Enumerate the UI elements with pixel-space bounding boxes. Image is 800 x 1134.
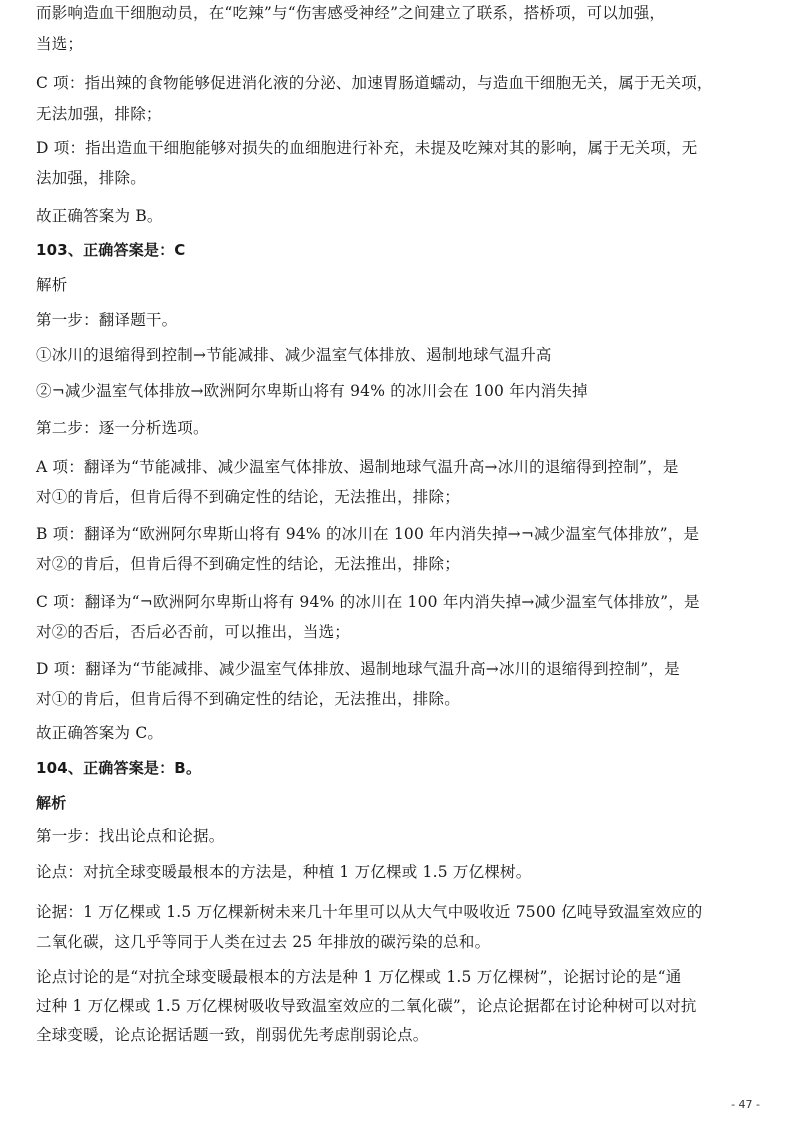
- text-line: 对①的肯后，但肯后得不到确定性的结论，无法推出，排除。: [36, 690, 460, 708]
- text-line: 论点：对抗全球变暖最根本的方法是，种植 1 万亿棵或 1.5 万亿棵树。: [36, 863, 532, 881]
- text-line: 第二步：逐一分析选项。: [36, 419, 209, 437]
- text-line: 过种 1 万亿棵或 1.5 万亿棵树吸收导致温室效应的二氧化碳”，论点论据都在讨论种树可以对抗: [36, 997, 697, 1015]
- text-line: 法加强，排除。: [36, 169, 146, 187]
- text-line: ②¬减少温室气体排放→欧洲阿尔卑斯山将有 94% 的冰川会在 100 年内消失掉: [36, 382, 588, 400]
- text-line: 第一步：翻译题干。: [36, 311, 178, 329]
- text-line: 无法加强，排除；: [36, 105, 162, 123]
- text-line: D 项：翻译为“节能减排、减少温室气体排放、遏制地球气温升高→冰川的退缩得到控制”，是: [36, 660, 680, 678]
- text-line: C 项：翻译为“¬欧洲阿尔卑斯山将有 94% 的冰川在 100 年内消失掉→减少温室气体排放”，是: [36, 593, 700, 611]
- answer-conclusion: 故正确答案为 B。: [36, 207, 163, 225]
- analysis-label: 解析: [36, 794, 67, 812]
- text-line: A 项：翻译为“节能减排、减少温室气体排放、遏制地球气温升高→冰川的退缩得到控制”，是: [36, 458, 679, 476]
- page-number: - 47 -: [731, 1098, 760, 1111]
- text-line: 对②的肯后，但肯后得不到确定性的结论，无法推出，排除；: [36, 555, 460, 573]
- text-line: 全球变暖，论点论据话题一致，削弱优先考虑削弱论点。: [36, 1026, 429, 1044]
- answer-conclusion: 故正确答案为 C。: [36, 724, 164, 742]
- question-103-heading: 103、正确答案是：C: [36, 241, 186, 259]
- text-line: ①冰川的退缩得到控制→节能减排、减少温室气体排放、遏制地球气温升高: [36, 346, 552, 364]
- text-line: 论点讨论的是“对抗全球变暖最根本的方法是种 1 万亿棵或 1.5 万亿棵树”，论据讨论的是“通: [36, 968, 682, 986]
- text-line: D 项：指出造血干细胞能够对损失的血细胞进行补充，未提及吃辣对其的影响，属于无关项，无: [36, 139, 698, 157]
- text-line: 第一步：找出论点和论据。: [36, 827, 225, 845]
- text-line: 对②的否后，否后必否前，可以推出，当选；: [36, 623, 351, 641]
- text-line: 而影响造血干细胞动员，在“吃辣”与“伤害感受神经”之间建立了联系，搭桥项，可以加强，: [36, 4, 666, 22]
- text-line: 论据：1 万亿棵或 1.5 万亿棵新树未来几十年里可以从大气中吸收近 7500 亿吨导致温室效应的: [36, 903, 703, 921]
- analysis-label: 解析: [36, 276, 68, 294]
- question-104-heading: 104、正确答案是：B。: [36, 759, 202, 777]
- text-line: 二氧化碳，这几乎等同于人类在过去 25 年排放的碳污染的总和。: [36, 933, 491, 951]
- text-line: B 项：翻译为“欧洲阿尔卑斯山将有 94% 的冰川在 100 年内消失掉→¬减少温室气体排放”，是: [36, 525, 700, 543]
- text-line: C 项：指出辣的食物能够促进消化液的分泌、加速胃肠道蠕动，与造血干细胞无关，属于无关项，: [36, 74, 713, 92]
- text-line: 对①的肯后，但肯后得不到确定性的结论，无法推出，排除；: [36, 488, 460, 506]
- text-line: 当选；: [36, 35, 84, 53]
